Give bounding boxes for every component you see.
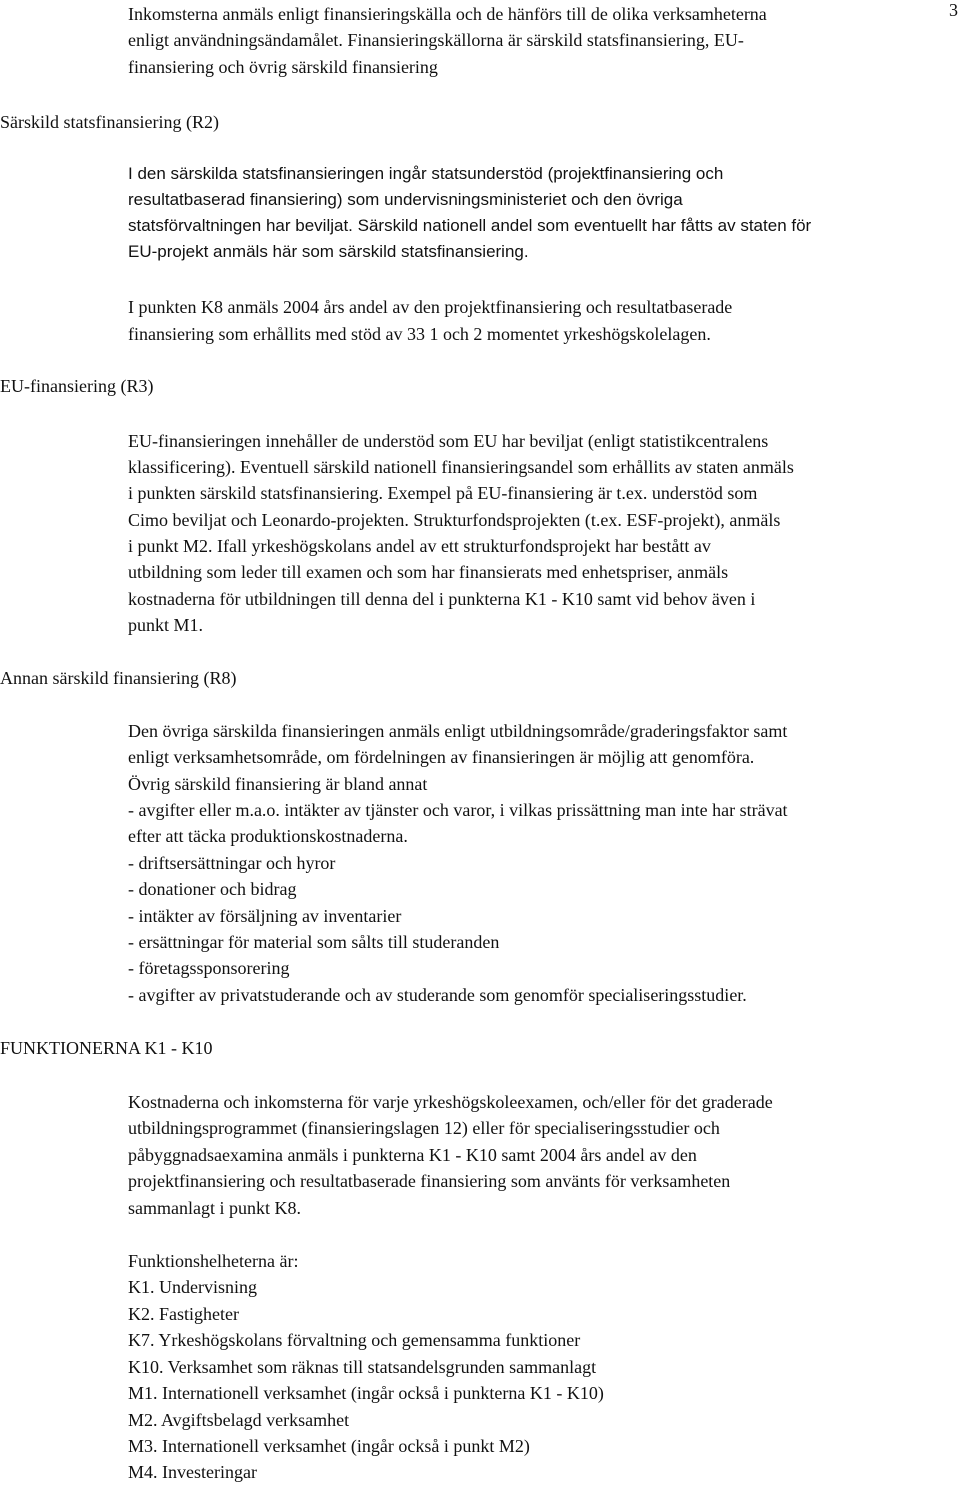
- r3-para-line: EU-finansieringen innehåller de understöd som EU har beviljat (enligt statistikcentralens: [128, 431, 769, 451]
- k-list-item: M4. Investeringar: [128, 1462, 257, 1482]
- r3-para-line: Cimo beviljat och Leonardo-projekten. Strukturfondsprojekten (t.ex. ESF-projekt), anmäls: [128, 510, 781, 530]
- section-heading-r8: Annan särskild finansiering (R8): [0, 668, 237, 688]
- r8-para-line: - intäkter av försäljning av inventarier: [128, 906, 402, 926]
- r2-para2-line: finansiering som erhållits med stöd av 33 1 och 2 momentet yrkeshögskolelagen.: [128, 324, 711, 344]
- r8-para-line: Den övriga särskilda finansieringen anmäls enligt utbildningsområde/graderingsfaktor samt: [128, 721, 788, 741]
- section-heading-k: FUNKTIONERNA K1 - K10: [0, 1038, 213, 1058]
- k-list-item: M2. Avgiftsbelagd verksamhet: [128, 1410, 350, 1430]
- r8-para-line: - avgifter eller m.a.o. intäkter av tjänster och varor, i vilkas prissättning man inte har strävat: [128, 800, 788, 820]
- r3-para-line: i punkt M2. Ifall yrkeshögskolans andel av ett strukturfondsprojekt har bestått av: [128, 536, 711, 556]
- intro-line: Inkomsterna anmäls enligt finansieringskälla och de hänförs till de olika verksamheterna: [128, 4, 767, 24]
- page-number: 3: [949, 0, 958, 20]
- k-para-line: projektfinansiering och resultatbaserade finansiering som använts för verksamheten: [128, 1171, 731, 1191]
- k-list-item: M3. Internationell verksamhet (ingår också i punkt M2): [128, 1436, 530, 1456]
- r8-para-line: - företagssponsorering: [128, 958, 290, 978]
- k-para-line: sammanlagt i punkt K8.: [128, 1198, 301, 1218]
- k-list-item: K1. Undervisning: [128, 1277, 257, 1297]
- r8-para-line: efter att täcka produktionskostnaderna.: [128, 826, 408, 846]
- k-para-line: Kostnaderna och inkomsterna för varje yrkeshögskoleexamen, och/eller för det graderade: [128, 1092, 773, 1112]
- r8-para-line: - donationer och bidrag: [128, 879, 297, 899]
- r2-para1-line: statsförvaltningen har beviljat. Särskild nationell andel som eventuellt har fåtts av staten för: [128, 216, 812, 235]
- r8-para-line: - avgifter av privatstuderande och av studerande som genomför specialiseringsstudier.: [128, 985, 747, 1005]
- section-heading-r3: EU-finansiering (R3): [0, 376, 154, 396]
- k-list-item: K2. Fastigheter: [128, 1304, 239, 1324]
- intro-line: enligt användningsändamålet. Finansieringskällorna är särskild statsfinansiering, EU-: [128, 30, 744, 50]
- r2-para1-line: resultatbaserad finansiering) som undervisningsministeriet och den övriga: [128, 190, 683, 209]
- k-list-title: Funktionshelheterna är:: [128, 1251, 299, 1271]
- r3-para-line: i punkten särskild statsfinansiering. Exempel på EU-finansiering är t.ex. understöd som: [128, 483, 758, 503]
- r2-para1-line: EU-projekt anmäls här som särskild statsfinansiering.: [128, 242, 529, 261]
- r3-para-line: kostnaderna för utbildningen till denna del i punkterna K1 - K10 samt vid behov även i: [128, 589, 756, 609]
- section-heading-r2: Särskild statsfinansiering (R2): [0, 112, 219, 132]
- r3-para-line: punkt M1.: [128, 615, 204, 635]
- r2-para2-line: I punkten K8 anmäls 2004 års andel av den projektfinansiering och resultatbaserade: [128, 297, 733, 317]
- k-list-item: M1. Internationell verksamhet (ingår också i punkterna K1 - K10): [128, 1383, 604, 1403]
- k-para-line: utbildningsprogrammet (finansieringslagen 12) eller för specialiseringsstudier och: [128, 1118, 720, 1138]
- k-para-line: påbyggnadsaexamina anmäls i punkterna K1 - K10 samt 2004 års andel av den: [128, 1145, 697, 1165]
- r8-para-line: Övrig särskild finansiering är bland annat: [128, 774, 428, 794]
- r8-para-line: - driftsersättningar och hyror: [128, 853, 336, 873]
- k-list-item: K7. Yrkeshögskolans förvaltning och gemensamma funktioner: [128, 1330, 581, 1350]
- k-list-item: K10. Verksamhet som räknas till statsandelsgrunden sammanlagt: [128, 1357, 597, 1377]
- r3-para-line: utbildning som leder till examen och som har finansierats med enhetspriser, anmäls: [128, 562, 729, 582]
- r2-para1-line: I den särskilda statsfinansieringen ingår statsunderstöd (projektfinansiering och: [128, 164, 724, 183]
- r8-para-line: - ersättningar för material som sålts till studeranden: [128, 932, 500, 952]
- r3-para-line: klassificering). Eventuell särskild nationell finansieringsandel som erhållits av staten anmäls: [128, 457, 794, 477]
- r8-para-line: enligt verksamhetsområde, om fördelningen av finansieringen är möjlig att genomföra.: [128, 747, 755, 767]
- intro-line: finansiering och övrig särskild finansiering: [128, 57, 438, 77]
